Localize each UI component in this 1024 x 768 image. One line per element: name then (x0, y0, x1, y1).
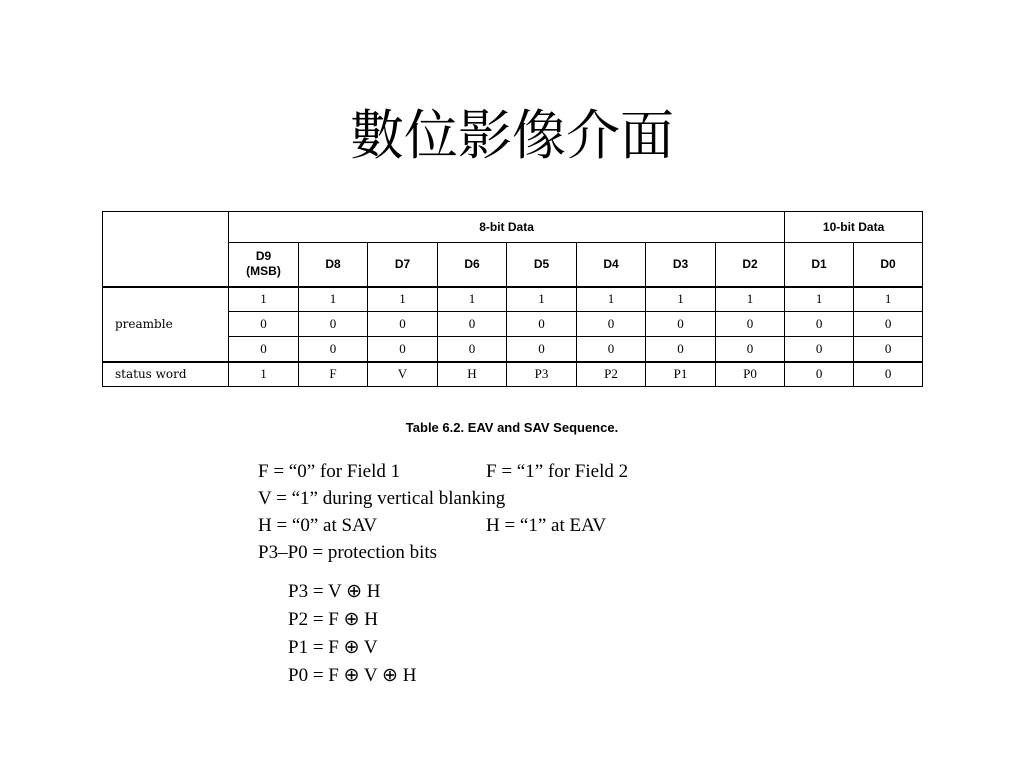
header-d2: D2 (716, 243, 785, 287)
table-cell: 1 (368, 287, 438, 312)
header-d4: D4 (577, 243, 646, 287)
table-cell: 0 (507, 312, 577, 337)
table-cell: 0 (577, 312, 646, 337)
table-cell: 0 (646, 337, 716, 362)
table-cell: 0 (368, 337, 438, 362)
legend-line-hsync (258, 512, 607, 539)
table-cell: 1 (507, 287, 577, 312)
eav-sav-table (102, 211, 923, 387)
header-8bit-data: 8-bit Data (229, 212, 785, 243)
table-cell: 0 (854, 312, 923, 337)
table-cell: 1 (716, 287, 785, 312)
table-corner-cell (103, 212, 229, 287)
table-cell: P1 (646, 362, 716, 387)
table-cell: 0 (854, 362, 923, 387)
bit-legend (258, 458, 629, 566)
table-cell: 0 (368, 312, 438, 337)
protection-formulas (288, 578, 416, 690)
table-cell: P3 (507, 362, 577, 387)
legend-line-field (258, 458, 629, 485)
table-cell: 0 (785, 312, 854, 337)
table-cell: 0 (299, 312, 368, 337)
table-cell: 0 (785, 337, 854, 362)
table-cell: 1 (785, 287, 854, 312)
row-label-status-word: status word (103, 362, 229, 387)
table-row (103, 287, 923, 312)
header-10bit-data: 10-bit Data (785, 212, 923, 243)
legend-line-protection (258, 539, 505, 566)
table-cell: 0 (229, 312, 299, 337)
table-cell: 1 (577, 287, 646, 312)
table-cell: 0 (854, 337, 923, 362)
table-cell: 1 (229, 362, 299, 387)
table-cell: P0 (716, 362, 785, 387)
table-cell: 1 (438, 287, 507, 312)
legend-h-eav: H = “1” at EAV (486, 515, 607, 536)
legend-line-vertical (258, 485, 505, 512)
table-cell: 0 (716, 312, 785, 337)
table-cell: 1 (299, 287, 368, 312)
table-caption: Table 6.2. EAV and SAV Sequence. (405, 420, 619, 435)
table-cell: 1 (854, 287, 923, 312)
legend-field-2: F = “1” for Field 2 (486, 461, 629, 482)
table-cell: P2 (577, 362, 646, 387)
table-cell: 0 (507, 337, 577, 362)
table-cell: 1 (229, 287, 299, 312)
legend-protection-bits: P3–P0 = protection bits (258, 542, 438, 563)
legend-h-sav: H = “0” at SAV (258, 515, 378, 536)
header-d1: D1 (785, 243, 854, 287)
header-d9: D9 (MSB) (229, 243, 299, 287)
formula-p0: P0 = F ⊕ V ⊕ H (288, 665, 417, 686)
formula-p2: P2 = F ⊕ H (288, 609, 378, 630)
table-cell: 0 (716, 337, 785, 362)
header-d5: D5 (507, 243, 577, 287)
formula-p1: P1 = F ⊕ V (288, 637, 378, 658)
table-cell: 0 (229, 337, 299, 362)
header-d8: D8 (299, 243, 368, 287)
table-cell: V (368, 362, 438, 387)
header-d7: D7 (368, 243, 438, 287)
header-d0: D0 (854, 243, 923, 287)
table-header-group-row (103, 212, 923, 243)
table-cell: F (299, 362, 368, 387)
table-row-status-word (103, 362, 923, 387)
legend-vertical-blanking: V = “1” during vertical blanking (258, 488, 506, 509)
table-cell: H (438, 362, 507, 387)
header-d6: D6 (438, 243, 507, 287)
table-cell: 1 (646, 287, 716, 312)
legend-field-1: F = “0” for Field 1 (258, 461, 401, 482)
table-cell: 0 (438, 312, 507, 337)
slide-title: 數位影像介面 (350, 104, 674, 167)
table-cell: 0 (438, 337, 507, 362)
header-d3: D3 (646, 243, 716, 287)
table-cell: 0 (577, 337, 646, 362)
formula-p3: P3 = V ⊕ H (288, 581, 381, 602)
table-cell: 0 (299, 337, 368, 362)
table-cell: 0 (785, 362, 854, 387)
table-cell: 0 (646, 312, 716, 337)
row-label-preamble: preamble (103, 287, 229, 362)
